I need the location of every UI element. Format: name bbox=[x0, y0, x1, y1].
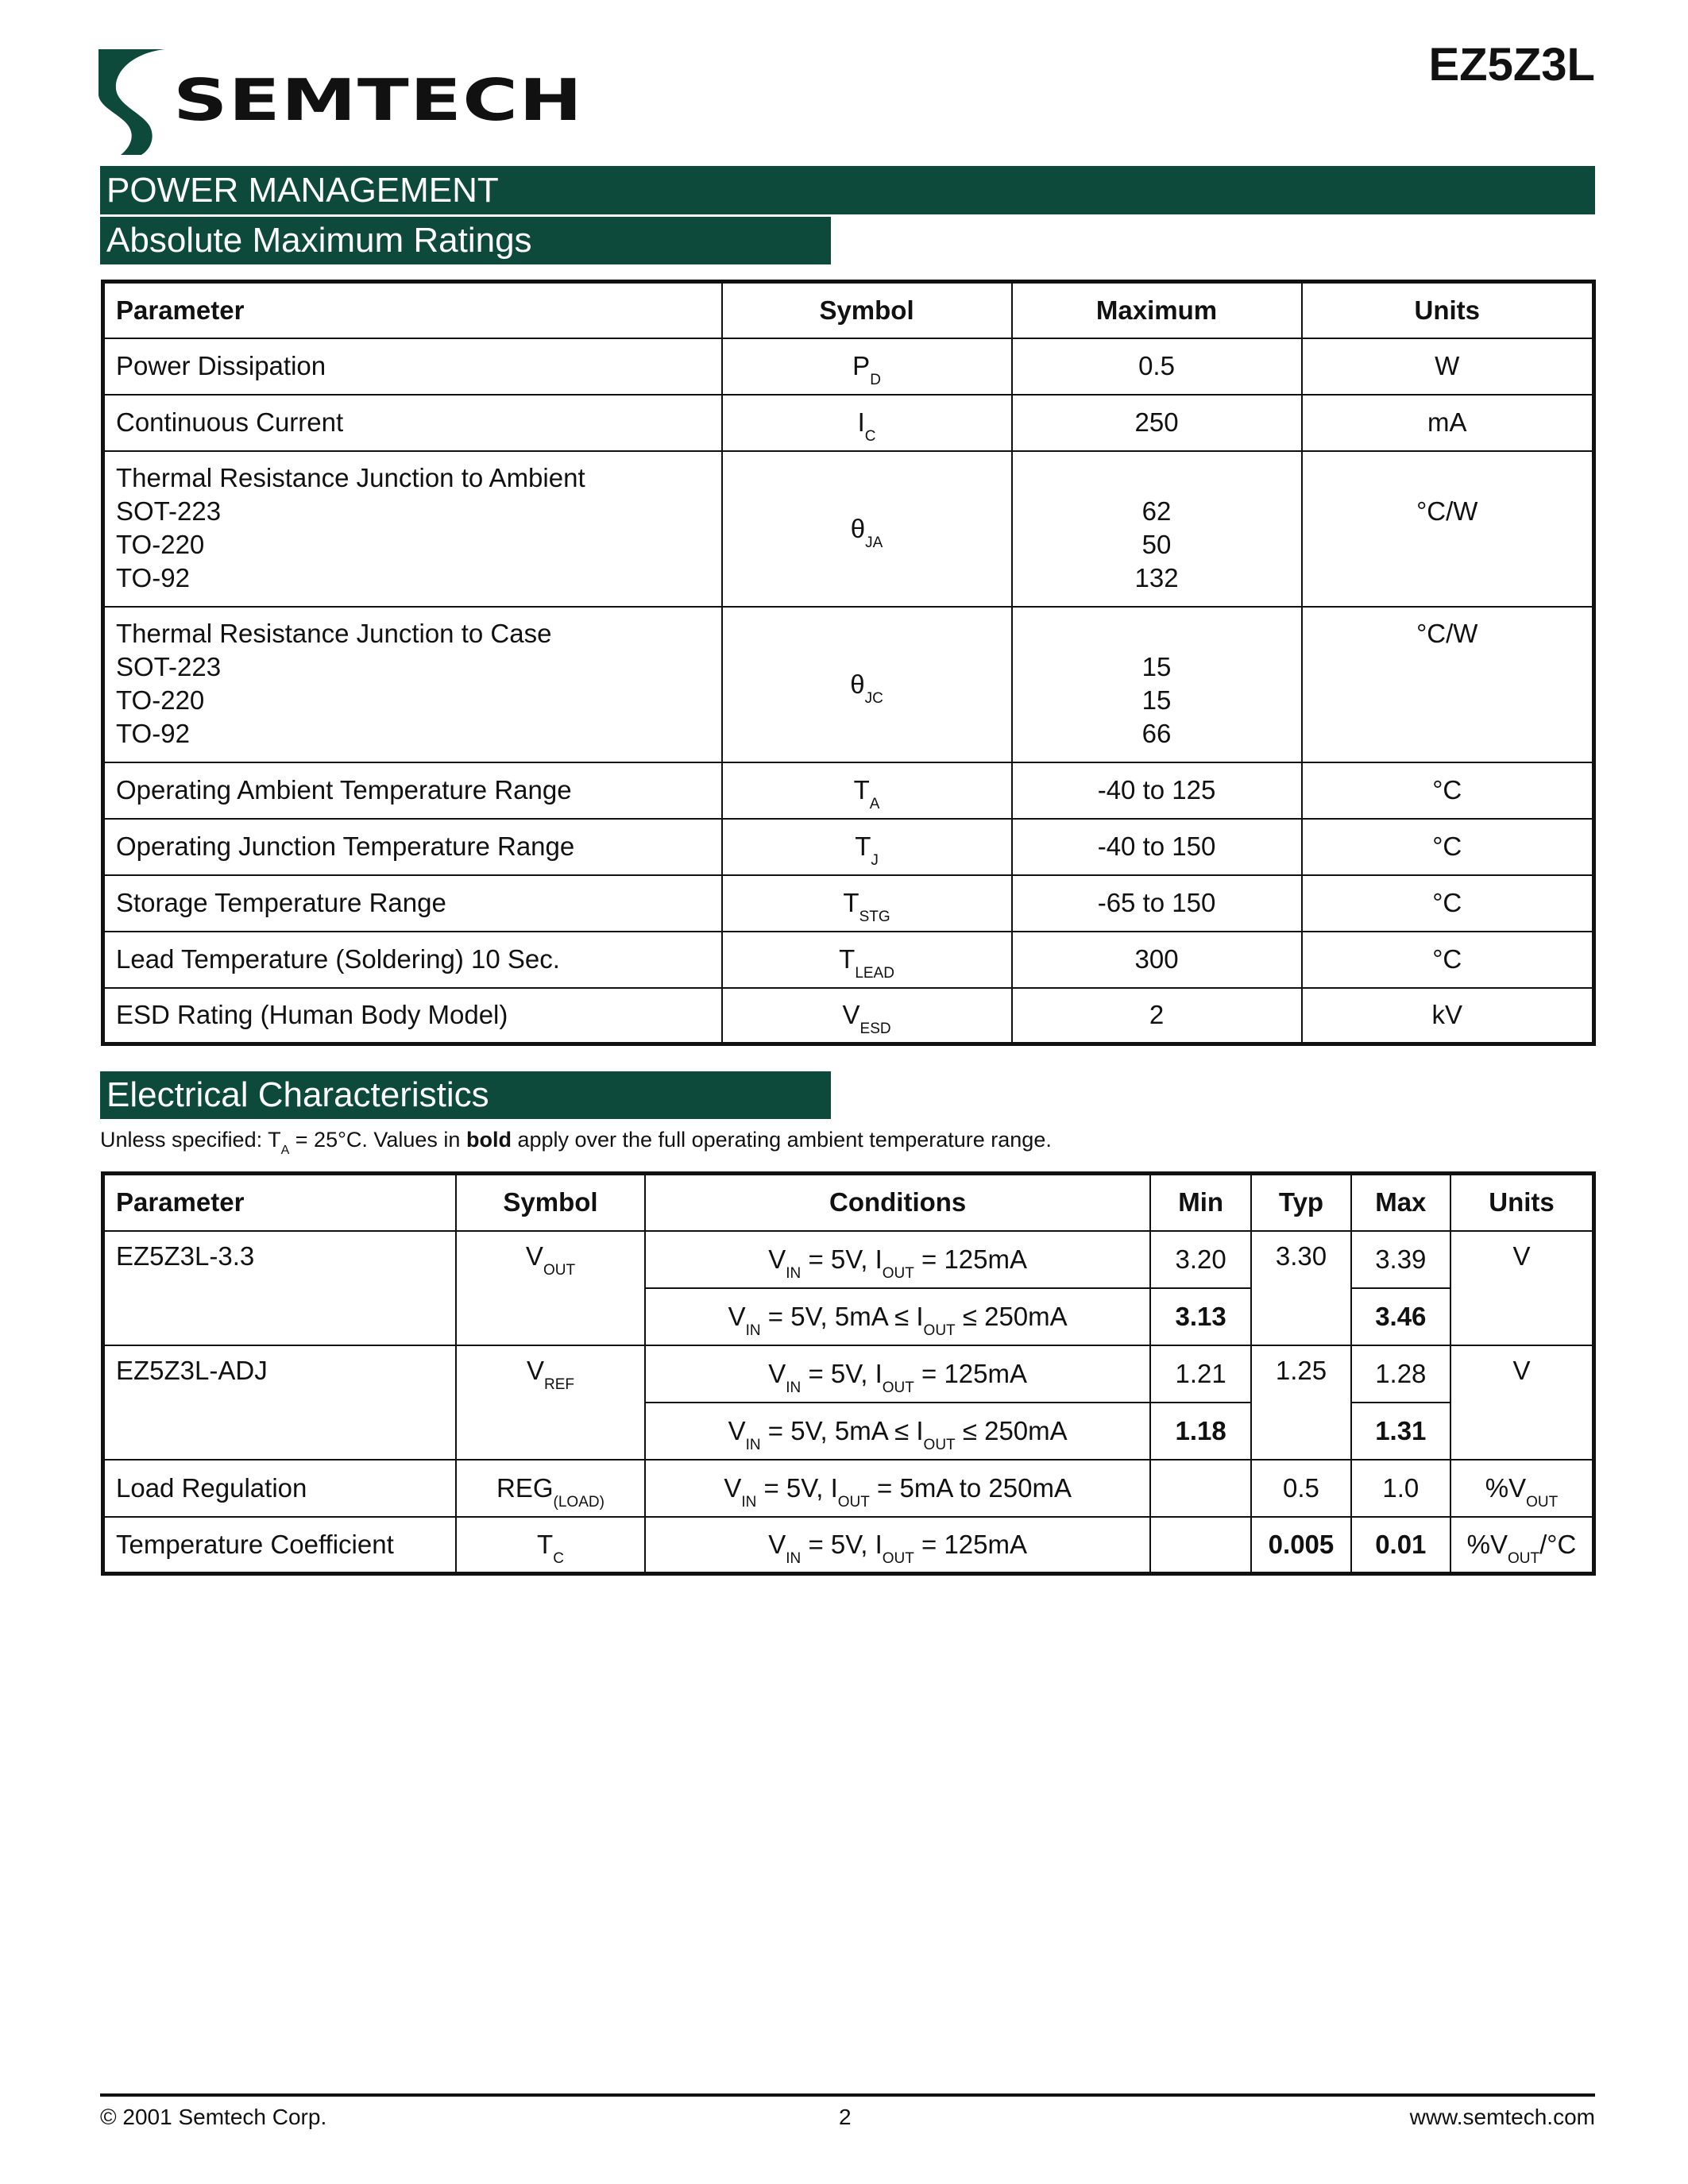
amr-section-title: Absolute Maximum Ratings bbox=[100, 217, 831, 264]
min-cell: 3.20 bbox=[1150, 1231, 1251, 1288]
param-cell: Continuous Current bbox=[103, 395, 722, 451]
electrical-characteristics-table bbox=[101, 1171, 1596, 1576]
max-cell: 250 bbox=[1012, 395, 1302, 451]
symbol-cell: $\theta_{JA}$ bbox=[722, 451, 1012, 607]
header-min: Min bbox=[1150, 1174, 1251, 1231]
typ-cell: 3.30 bbox=[1251, 1231, 1350, 1345]
conditions-cell: $V_{IN} = 5V$, $5mA \le I_{OUT} \le 250mA$ bbox=[645, 1403, 1150, 1460]
symbol-cell: $P_D$ bbox=[722, 338, 1012, 395]
units-cell: °C bbox=[1302, 932, 1594, 988]
typ-cell: 0.5 bbox=[1251, 1460, 1350, 1517]
typ-cell: 0.005 bbox=[1251, 1517, 1350, 1574]
units-cell: kV bbox=[1302, 988, 1594, 1044]
param-cell: Storage Temperature Range bbox=[103, 875, 722, 932]
table-row bbox=[103, 1460, 1594, 1517]
max-cell: -40 to 150 bbox=[1012, 819, 1302, 875]
param-cell: Thermal Resistance Junction to Ambient SOT-223 TO-220 TO-92 bbox=[103, 451, 722, 607]
units-cell: °C bbox=[1302, 875, 1594, 932]
min-cell bbox=[1150, 1517, 1251, 1574]
category-banner: POWER MANAGEMENT bbox=[100, 166, 1595, 214]
table-row bbox=[103, 932, 1594, 988]
min-cell: 1.21 bbox=[1150, 1345, 1251, 1403]
header-parameter: Parameter bbox=[103, 282, 722, 338]
max-cell: -40 to 125 bbox=[1012, 762, 1302, 819]
units-cell: $\%V_{OUT}/^\circ C$ bbox=[1450, 1517, 1594, 1574]
param-cell: EZ5Z3L-ADJ bbox=[103, 1345, 456, 1460]
header-conditions: Conditions bbox=[645, 1174, 1150, 1231]
ec-section-title: Electrical Characteristics bbox=[100, 1071, 831, 1119]
param-cell: Lead Temperature (Soldering) 10 Sec. bbox=[103, 932, 722, 988]
max-cell: 1.28 bbox=[1351, 1345, 1450, 1403]
header-symbol: Symbol bbox=[456, 1174, 646, 1231]
conditions-cell: $V_{IN} = 5V$, $5mA \le I_{OUT} \le 250mA$ bbox=[645, 1288, 1150, 1345]
units-cell: °C bbox=[1302, 762, 1594, 819]
max-cell: 300 bbox=[1012, 932, 1302, 988]
max-cell: 1.0 bbox=[1351, 1460, 1450, 1517]
part-number-title: EZ5Z3L bbox=[1428, 39, 1595, 91]
table-row bbox=[103, 988, 1594, 1044]
footer-divider bbox=[100, 2093, 1595, 2097]
logo-wordmark: SEMTECH bbox=[173, 67, 584, 133]
max-cell: -65 to 150 bbox=[1012, 875, 1302, 932]
param-cell: Load Regulation bbox=[103, 1460, 456, 1517]
symbol-cell: $T_J$ bbox=[722, 819, 1012, 875]
table-row bbox=[103, 1517, 1594, 1574]
symbol-cell: $V_{OUT}$ bbox=[456, 1231, 646, 1345]
conditions-cell: $V_{IN} = 5V$, $I_{OUT} = 125mA$ bbox=[645, 1517, 1150, 1574]
conditions-cell: $V_{IN} = 5V$, $I_{OUT} = 5mA$ to 250mA bbox=[645, 1460, 1150, 1517]
semtech-logo bbox=[98, 49, 591, 156]
symbol-cell: $T_A$ bbox=[722, 762, 1012, 819]
max-cell: 62 50 132 bbox=[1012, 451, 1302, 607]
param-cell: Thermal Resistance Junction to Case SOT-223 TO-220 TO-92 bbox=[103, 607, 722, 762]
max-cell: 0.01 bbox=[1351, 1517, 1450, 1574]
min-cell: 3.13 bbox=[1150, 1288, 1251, 1345]
units-cell: mA bbox=[1302, 395, 1594, 451]
units-cell: W bbox=[1302, 338, 1594, 395]
param-cell: Operating Ambient Temperature Range bbox=[103, 762, 722, 819]
param-cell: EZ5Z3L-3.3 bbox=[103, 1231, 456, 1345]
header-units: Units bbox=[1450, 1174, 1594, 1231]
max-cell: 1.31 bbox=[1351, 1403, 1450, 1460]
symbol-cell: $T_{LEAD}$ bbox=[722, 932, 1012, 988]
conditions-cell: $V_{IN} = 5V$, $I_{OUT} = 125mA$ bbox=[645, 1231, 1150, 1288]
footer-website-link[interactable]: www.semtech.com bbox=[1409, 2105, 1595, 2129]
param-cell: Operating Junction Temperature Range bbox=[103, 819, 722, 875]
typ-cell: 1.25 bbox=[1251, 1345, 1350, 1460]
symbol-cell: $T_C$ bbox=[456, 1517, 646, 1574]
header-units: Units bbox=[1302, 282, 1594, 338]
param-cell: ESD Rating (Human Body Model) bbox=[103, 988, 722, 1044]
table-row bbox=[103, 607, 1594, 762]
table-row bbox=[103, 762, 1594, 819]
header-max: Max bbox=[1351, 1174, 1450, 1231]
symbol-cell: $V_{REF}$ bbox=[456, 1345, 646, 1460]
table-header-row bbox=[103, 282, 1594, 338]
table-row bbox=[103, 1231, 1594, 1288]
units-cell: °C bbox=[1302, 819, 1594, 875]
max-cell: 2 bbox=[1012, 988, 1302, 1044]
symbol-cell: $T_{STG}$ bbox=[722, 875, 1012, 932]
ec-conditions-note: Unless specified: $T_A = 25^\circ C$. Values in bold apply over the full operating ambient temperature range. bbox=[100, 1128, 1052, 1157]
units-cell: V bbox=[1450, 1345, 1594, 1460]
symbol-cell: $REG_{(LOAD)}$ bbox=[456, 1460, 646, 1517]
header-maximum: Maximum bbox=[1012, 282, 1302, 338]
units-cell: °C/W bbox=[1302, 607, 1594, 762]
absolute-maximum-ratings-table bbox=[101, 280, 1596, 1046]
param-cell: Temperature Coefficient bbox=[103, 1517, 456, 1574]
header-typ: Typ bbox=[1251, 1174, 1350, 1231]
header-symbol: Symbol bbox=[722, 282, 1012, 338]
table-row bbox=[103, 338, 1594, 395]
units-cell: $\%V_{OUT}$ bbox=[1450, 1460, 1594, 1517]
semtech-s-mark-icon bbox=[98, 49, 165, 155]
max-cell: 15 15 66 bbox=[1012, 607, 1302, 762]
max-cell: 3.39 bbox=[1351, 1231, 1450, 1288]
footer-copyright: © 2001 Semtech Corp. bbox=[100, 2105, 327, 2129]
header-parameter: Parameter bbox=[103, 1174, 456, 1231]
table-row bbox=[103, 875, 1594, 932]
min-cell: 1.18 bbox=[1150, 1403, 1251, 1460]
symbol-cell: $\theta_{JC}$ bbox=[722, 607, 1012, 762]
symbol-cell: $I_C$ bbox=[722, 395, 1012, 451]
param-cell: Power Dissipation bbox=[103, 338, 722, 395]
conditions-cell: $V_{IN} = 5V$, $I_{OUT} = 125mA$ bbox=[645, 1345, 1150, 1403]
table-row bbox=[103, 1345, 1594, 1403]
max-cell: 0.5 bbox=[1012, 338, 1302, 395]
table-row bbox=[103, 395, 1594, 451]
units-cell: °C/W bbox=[1302, 451, 1594, 607]
table-row bbox=[103, 819, 1594, 875]
units-cell: V bbox=[1450, 1231, 1594, 1345]
symbol-cell: $V_{ESD}$ bbox=[722, 988, 1012, 1044]
footer-page-number: 2 bbox=[839, 2105, 852, 2129]
table-row bbox=[103, 451, 1594, 607]
max-cell: 3.46 bbox=[1351, 1288, 1450, 1345]
table-header-row bbox=[103, 1174, 1594, 1231]
min-cell bbox=[1150, 1460, 1251, 1517]
